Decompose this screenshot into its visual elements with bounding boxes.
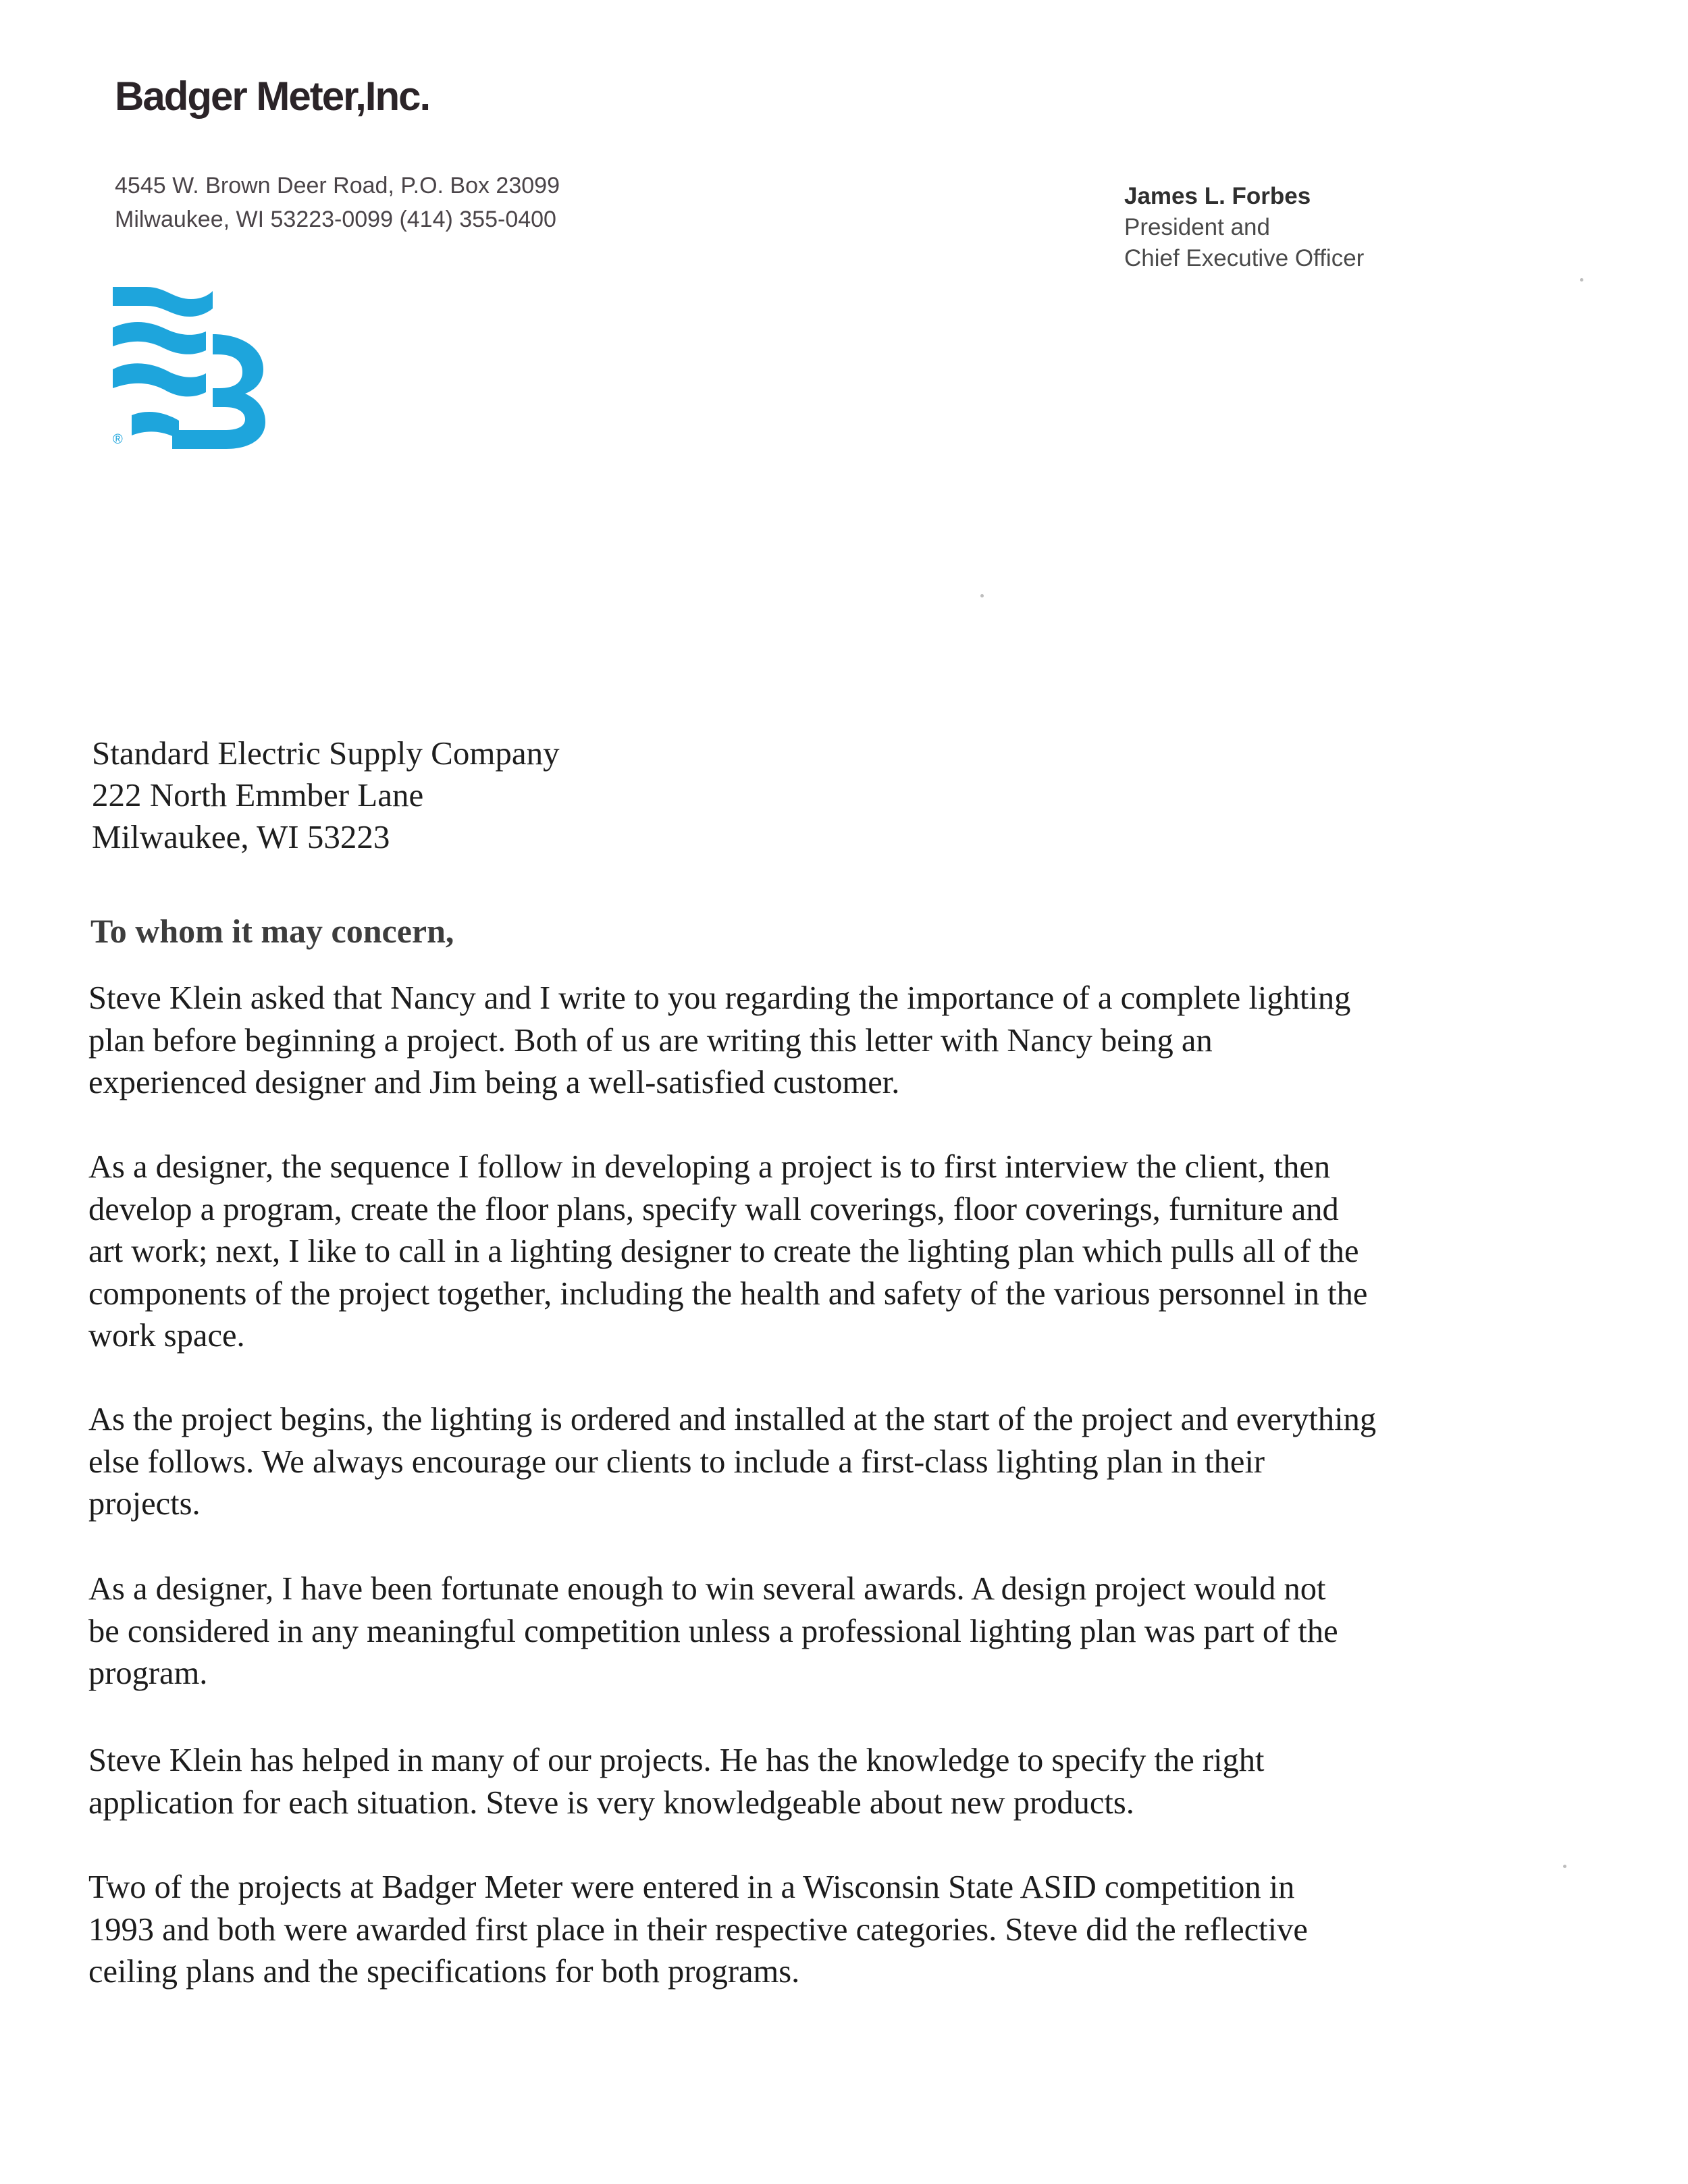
scan-speck bbox=[1563, 1865, 1566, 1868]
executive-title-line2: Chief Executive Officer bbox=[1124, 245, 1365, 271]
paragraph-line: be considered in any meaningful competition unless a professional lighting plan was part of the bbox=[88, 1613, 1338, 1649]
paragraph-line: As a designer, I have been fortunate enough to win several awards. A design project would not bbox=[88, 1571, 1326, 1607]
scan-speck bbox=[1580, 278, 1583, 282]
recipient-line2: 222 North Emmber Lane bbox=[92, 776, 424, 814]
paragraph-line: projects. bbox=[88, 1486, 201, 1522]
recipient-address bbox=[92, 733, 560, 858]
paragraph-line: Steve Klein has helped in many of our projects. He has the knowledge to specify the right bbox=[88, 1742, 1265, 1778]
paragraph-line: else follows. We always encourage our clients to include a first-class lighting plan in their bbox=[88, 1443, 1265, 1480]
address-line-street: 4545 W. Brown Deer Road, P.O. Box 23099 bbox=[115, 173, 560, 198]
paragraph-line: develop a program, create the floor plans, specify wall coverings, floor coverings, furniture and bbox=[88, 1191, 1339, 1227]
paragraph-line: work space. bbox=[88, 1318, 245, 1354]
paragraph-1 bbox=[88, 978, 1506, 1104]
paragraph-line: experienced designer and Jim being a well-satisfied customer. bbox=[88, 1065, 900, 1100]
executive-title-line1: President and bbox=[1124, 214, 1270, 240]
address-line-city: Milwaukee, WI 53223-0099 (414) 355-0400 bbox=[115, 207, 556, 232]
scan-speck bbox=[980, 594, 984, 597]
paragraph-line: application for each situation. Steve is very knowledgeable about new products. bbox=[88, 1784, 1134, 1821]
paragraph-line: As the project begins, the lighting is ordered and installed at the start of the project and everything bbox=[88, 1402, 1377, 1437]
badger-meter-logo-icon bbox=[111, 287, 267, 449]
paragraph-2 bbox=[88, 1146, 1506, 1358]
paragraph-line: components of the project together, including the health and safety of the various personnel in the bbox=[88, 1275, 1368, 1312]
company-address bbox=[115, 169, 560, 236]
paragraph-6 bbox=[88, 1867, 1506, 1994]
paragraph-line: plan before beginning a project. Both of us are writing this letter with Nancy being an bbox=[88, 1022, 1213, 1059]
paragraph-5 bbox=[88, 1740, 1506, 1824]
paragraph-3 bbox=[88, 1399, 1506, 1526]
salutation: To whom it may concern, bbox=[90, 912, 454, 950]
recipient-line1: Standard Electric Supply Company bbox=[92, 735, 560, 772]
paragraph-line: art work; next, I like to call in a lighting designer to create the lighting plan which pulls all of the bbox=[88, 1233, 1359, 1269]
paragraph-4 bbox=[88, 1568, 1506, 1695]
paragraph-line: program. bbox=[88, 1655, 208, 1691]
paragraph-line: As a designer, the sequence I follow in developing a project is to first interview the client, then bbox=[88, 1149, 1331, 1185]
paragraph-line: Steve Klein asked that Nancy and I write to you regarding the importance of a complete lighting bbox=[88, 980, 1351, 1016]
svg-text:®: ® bbox=[113, 432, 123, 447]
executive-name: James L. Forbes bbox=[1124, 183, 1311, 209]
paragraph-line: 1993 and both were awarded first place in their respective categories. Steve did the reflective bbox=[88, 1911, 1308, 1948]
recipient-line3: Milwaukee, WI 53223 bbox=[92, 818, 390, 855]
executive-block bbox=[1124, 181, 1364, 274]
paragraph-line: ceiling plans and the specifications for both programs. bbox=[88, 1954, 800, 1990]
paragraph-line: Two of the projects at Badger Meter were entered in a Wisconsin State ASID competition in bbox=[88, 1869, 1295, 1905]
company-name: Badger Meter,Inc. bbox=[115, 74, 430, 119]
